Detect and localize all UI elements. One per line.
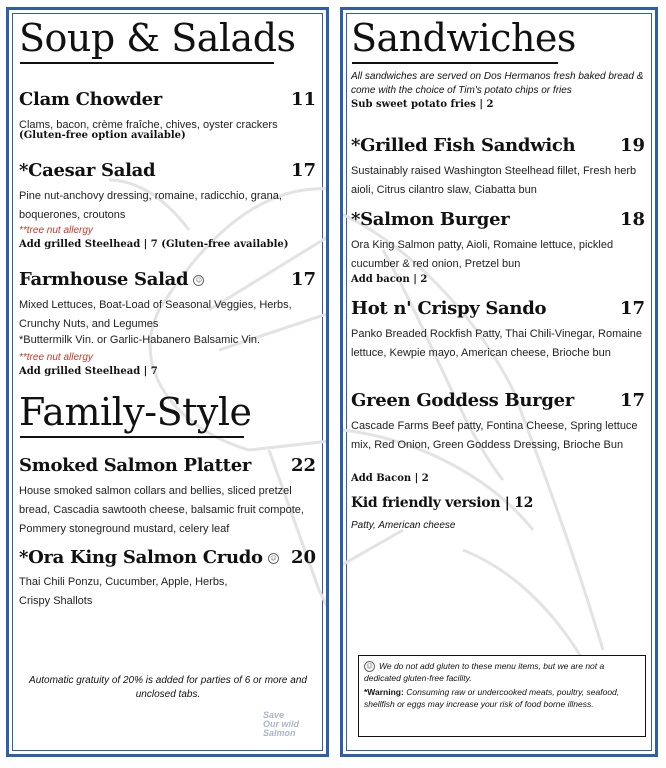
item-caesar-name: *Caesar Salad — [19, 160, 156, 181]
section-title-family-style: Family-Style — [19, 390, 252, 434]
item-crudo-desc: Thai Chili Ponzu, Cucumber, Apple, Herbs, Crispy Shallots — [19, 576, 228, 607]
item-farmhouse-addon: Add grilled Steelhead | 7 — [19, 366, 158, 377]
item-goddess-name: Green Goddess Burger — [351, 390, 574, 411]
left-menu-panel — [6, 7, 329, 757]
item-kid-desc: Patty, American cheese — [351, 520, 456, 531]
item-farmhouse-allergy: **tree nut allergy — [19, 352, 93, 363]
item-grilled-fish-name: *Grilled Fish Sandwich — [351, 135, 576, 156]
item-caesar-addon: Add grilled Steelhead | 7 (Gluten-free available) — [19, 239, 289, 250]
title-underline — [352, 62, 558, 64]
sandwich-intro: All sandwiches are served on Dos Hermanos fresh baked bread & come with the choice of Tim's potato chips or fries — [351, 71, 644, 96]
item-sando-desc: Panko Breaded Rockfish Patty, Thai Chili-Vinegar, Romaine lettuce, Kewpie mayo, American cheese, Brioche bun — [351, 328, 643, 359]
title-underline — [20, 436, 244, 438]
item-caesar-desc: Pine nut-anchovy dressing, romaine, radicchio, grana, boquerones, croutons — [19, 190, 282, 221]
logo-line: Our wild — [263, 719, 299, 729]
item-clam-chowder-note: (Gluten-free option available) — [19, 130, 186, 141]
item-salmon-burger-desc: Ora King Salmon patty, Aioli, Romaine lettuce, pickled cucumber & red onion, Pretzel bun — [351, 239, 614, 270]
sandwich-intro-sub: Sub sweet potato fries | 2 — [351, 99, 494, 110]
save-our-wild-salmon-logo — [263, 711, 299, 738]
item-platter-name: Smoked Salmon Platter — [19, 455, 252, 476]
title-underline — [20, 62, 274, 64]
item-clam-chowder-name: Clam Chowder — [19, 89, 162, 110]
item-salmon-burger-addon: Add bacon | 2 — [351, 274, 428, 285]
item-farmhouse-name: Farmhouse Salad ☺ — [19, 269, 204, 290]
item-sando-name: Hot n' Crispy Sando — [351, 298, 547, 319]
item-goddess-addon: Add Bacon | 2 — [351, 473, 429, 484]
item-grilled-fish-price: 19 — [619, 135, 645, 156]
right-menu-panel — [340, 7, 658, 757]
item-clam-chowder-price: 11 — [290, 89, 316, 110]
gluten-warning-notice — [358, 655, 646, 737]
section-title-sandwiches: Sandwiches — [351, 16, 576, 60]
gratuity-note: Automatic gratuity of 20% is added for parties of 6 or more and unclosed tabs. — [29, 675, 307, 700]
section-title-soup-salads: Soup & Salads — [19, 16, 296, 60]
item-platter-desc: House smoked salmon collars and bellies, sliced pretzel bread, Cascadia sawtooth cheese, balsamic fruit compote, Pommery stoneground mustard, celery leaf — [19, 485, 304, 535]
warning-label: *Warning: — [364, 687, 404, 698]
item-caesar-price: 17 — [290, 160, 316, 181]
item-farmhouse-desc: Mixed Lettuces, Boat-Load of Seasonal Veggies, Herbs, Crunchy Nuts, and Legumes — [19, 299, 292, 330]
item-farmhouse-price: 17 — [290, 269, 316, 290]
item-farmhouse-dressing: *Buttermilk Vin. or Garlic-Habanero Balsamic Vin. — [19, 334, 261, 346]
item-goddess-desc: Cascade Farms Beef patty, Fontina Cheese, Spring lettuce mix, Red Onion, Green Goddess Dressing, Brioche Bun — [351, 420, 638, 451]
item-clam-chowder-desc: Clams, bacon, crème fraîche, chives, oyster crackers — [19, 119, 278, 131]
item-goddess-price: 17 — [619, 390, 645, 411]
item-caesar-allergy: **tree nut allergy — [19, 225, 93, 236]
logo-line: Salmon — [263, 728, 296, 738]
item-grilled-fish-desc: Sustainably raised Washington Steelhead fillet, Fresh herb aioli, Citrus cilantro slaw, Ciabatta bun — [351, 165, 637, 196]
item-sando-price: 17 — [619, 298, 645, 319]
warning-text — [364, 686, 640, 710]
logo-line: Save — [263, 710, 285, 720]
item-crudo-name: *Ora King Salmon Crudo ☺ — [19, 547, 279, 568]
item-crudo-price: 20 — [290, 547, 316, 568]
gf-circle-icon: ☺ — [268, 553, 279, 564]
gf-circle-icon: ☺ — [193, 275, 204, 286]
gf-circle-icon: ☺ — [364, 661, 375, 672]
gluten-notice-body: We do not add gluten to these menu items, but we are not a dedicated gluten-free facility. — [364, 661, 605, 684]
item-platter-price: 22 — [290, 455, 316, 476]
item-salmon-burger-price: 18 — [619, 209, 645, 230]
gluten-notice-text — [364, 660, 640, 684]
item-salmon-burger-name: *Salmon Burger — [351, 209, 510, 230]
warning-body: Consuming raw or undercooked meats, poultry, seafood, shellfish or eggs may increase your risk of food borne illness. — [364, 687, 620, 710]
item-kid-name: Kid friendly version | 12 — [351, 495, 534, 511]
